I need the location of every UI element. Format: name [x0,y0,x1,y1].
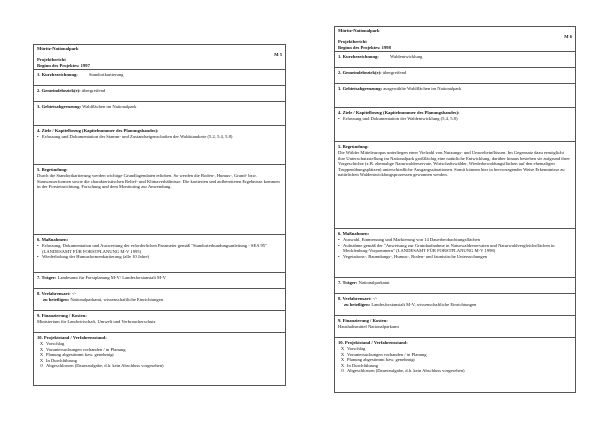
section-procedure: 8. Verfahrensart: -/- zu beteiligen: Nationalparkamt, wissenschaftliche Einrichtungen [34,289,285,311]
section-municipality: 2. Gemeindebezirk(e): übergreifend [335,68,575,84]
project-start: Beginn des Projektes: 1998 [338,44,391,50]
status-row: X Voruntersuchungen vorhanden / in Planung [340,351,427,357]
section-short-name: 1. Kurzbezeichnung: Standortkartierung [34,70,285,86]
list-item: • Aufnahme gemäß der "Anweisung zur Grundaufnahme in Naturwaldreservaten und Naturwaldvergleichsflächen in Mecklenburg-Vorpommern" (LANDESAMT FÜR FORSTPLANUNG M-V 1998) [338,243,572,254]
list-item: • Erfassung und Dokumentation der Waldentwicklung (5.4, 5.8) [338,116,572,122]
project-report-m5 [33,44,286,386]
section-sponsor: 7. Träger: Nationalparkamt [335,278,575,294]
section-status: 10. Projektstand / Verfahrensstand: X Vorschlag X Voruntersuchungen vorhanden / in Planung X Planung abgestimmt bzw. genehmigt X In Durchführung 0 Abgeschlossen (Daueraufgabe, d.h. kein Abschluss vorgesehen) [335,338,575,375]
list-item: • Auswahl, Einmessung und Markierung von 14 Dauerbeobachtungsflächen [338,237,572,243]
section-area: 3. Gebietsabgrenzung: Waldflächen im Nationalpark [34,102,285,126]
status-row: X Voruntersuchungen vorhanden / in Planung [39,346,126,352]
project-start: Beginn des Projektes: 1997 [37,62,90,68]
park-name: Müritz-Nationalpark [338,28,380,33]
status-row: X Planung abgestimmt bzw. genehmigt [39,352,114,358]
report-type: Projektbericht [338,39,367,45]
section-measures: 6. Maßnahmen: • Auswahl, Einmessung und Markierung von 14 Dauerbeobachtungsflächen • Aufnahme gemäß der "Anweisung zur Grundaufnahme in Naturwaldreservaten und Naturwaldvergleichsflächen in Mecklenburg-Vorpommern" (LANDESAMT FÜR FORSTPLANUNG M-V 1998) • Vegetations-, Baumdungs-, Humus-, Boden- und faunistische Untersuchungen [335,229,575,278]
status-row: X In Durchführung [39,357,77,363]
section-funding: 9. Finanzierung / Kosten: Haushaltsmittel Nationalparkamt [335,316,575,338]
status-row: X Vorschlag [39,340,65,346]
section-sponsor: 7. Träger: Landesamt für Forstplanung M-V/ Landesforstanstalt M-V [34,273,285,289]
list-item: • Erfassung, Dokumentation und Auswertung der erforderlichen Parameter gemäß "Standorterkundungsanleitung - SEA 95" (LANDESAMT FÜR FORSTPLANUNG M-V 1995) [37,243,282,254]
report-code: M 6 [564,33,572,39]
section-municipality: 2. Gemeindebezirk(e): übergreifend [34,86,285,102]
status-row: 0 Abgeschlossen (Daueraufgabe, d.h. kein Abschluss vorgesehen) [40,363,164,369]
section-goals: 4. Ziele / Kapitelbezug (Kapitelnummer des Planungsbandes): • Erfassung und Dokumentation der Stamm- und Zustandseigenschaften der Waldstandorte (5.2, 5.4, 5.8) [34,126,285,165]
list-item: • Erfassung und Dokumentation der Stamm- und Zustandseigenschaften der Waldstandorte (5.2, 5.4, 5.8) [37,134,282,140]
status-row: X In Durchführung [340,362,378,368]
status-row: X Planung abgestimmt bzw. genehmigt [340,357,415,363]
list-item: • Vegetations-, Baumdungs-, Humus-, Boden- und faunistische Untersuchungen [338,254,572,260]
project-report-m6 [334,26,576,393]
report-header [34,45,285,70]
status-row: 0 Abgeschlossen (Daueraufgabe, d.h. kein Abschluss vorgesehen) [341,368,465,374]
report-type: Projektbericht [37,57,66,63]
section-status: 10. Projektstand / Verfahrensstand: X Vorschlag X Voruntersuchungen vorhanden / in Planung X Planung abgestimmt bzw. genehmigt X In Durchführung 0 Abgeschlossen (Daueraufgabe, d.h. kein Abschluss vorgesehen) [34,333,285,370]
list-item: • Wiederholung der Humusformenkartierung (alle 10 Jahre) [37,254,282,260]
report-code: M 5 [274,51,282,57]
report-header [335,27,575,52]
section-area: 3. Gebietsabgrenzung: ausgewählte Waldflächen im Nationalpark [335,84,575,108]
section-justification: 5. Begründung: Durch die Standortkartierung werden wichtige Grundlagendaten erhoben. So werden die Boden-, Humus-, Grund- bzw. Stauwasserformen sowie die charakteristischen Relief- und Klimaverhältnisse. Die kartierten und aufbereiteten Ergebnisse kommen in der Forsteinrichtung, Forschung und dem Monitoring zur Anwendung. [34,165,285,235]
status-row: X Vorschlag [340,345,366,351]
section-funding: 9. Finanzierung / Kosten: Ministerium für Landwirtschaft, Umwelt und Verbraucherschutz [34,311,285,333]
section-short-name: 1. Kurzbezeichnung: Waldentwicklung [335,52,575,68]
section-goals: 4. Ziele / Kapitelbezug (Kapitelnummer des Planungsbandes): • Erfassung und Dokumentation der Waldentwicklung (5.4, 5.8) [335,108,575,142]
section-measures: 6. Maßnahmen: • Erfassung, Dokumentation und Auswertung der erforderlichen Parameter gemäß "Standorterkundungsanleitung - SEA 95" (LANDESAMT FÜR FORSTPLANUNG M-V 1995) • Wiederholung der Humusformenkartierung (alle 10 Jahre) [34,235,285,273]
section-justification: 5. Begründung: Die Wälder Mitteleuropas unterliegen einer Vielzahl von Nutzungs- und Umwelteinflüssen. Im Gegensatz dazu ermöglicht ihre Unterschutzstellung im Nationalpark großflächig eine natürliche Entwicklung, darüber hinaus bestehen sie aufgrund ihrer Vorgeschichte (z.B. ehemalige Naturwaldreservate, Wirtschaftswälder, Wiederbewaldungsflächen auf den ehemaligen Truppenübungsplätzen) unterschiedliche Ausgangssituationen. Somit können hier in hervorragender Weise Erkenntnisse zu natürlichen Waldentwicklungsprozessen gewonnen werden. [335,142,575,229]
park-name: Müritz-Nationalpark [37,46,79,51]
section-procedure: 8. Verfahrensart: -/- zu beteiligen: Landesforstanstalt M-V, wissenschaftliche Einrichtungen [335,294,575,316]
